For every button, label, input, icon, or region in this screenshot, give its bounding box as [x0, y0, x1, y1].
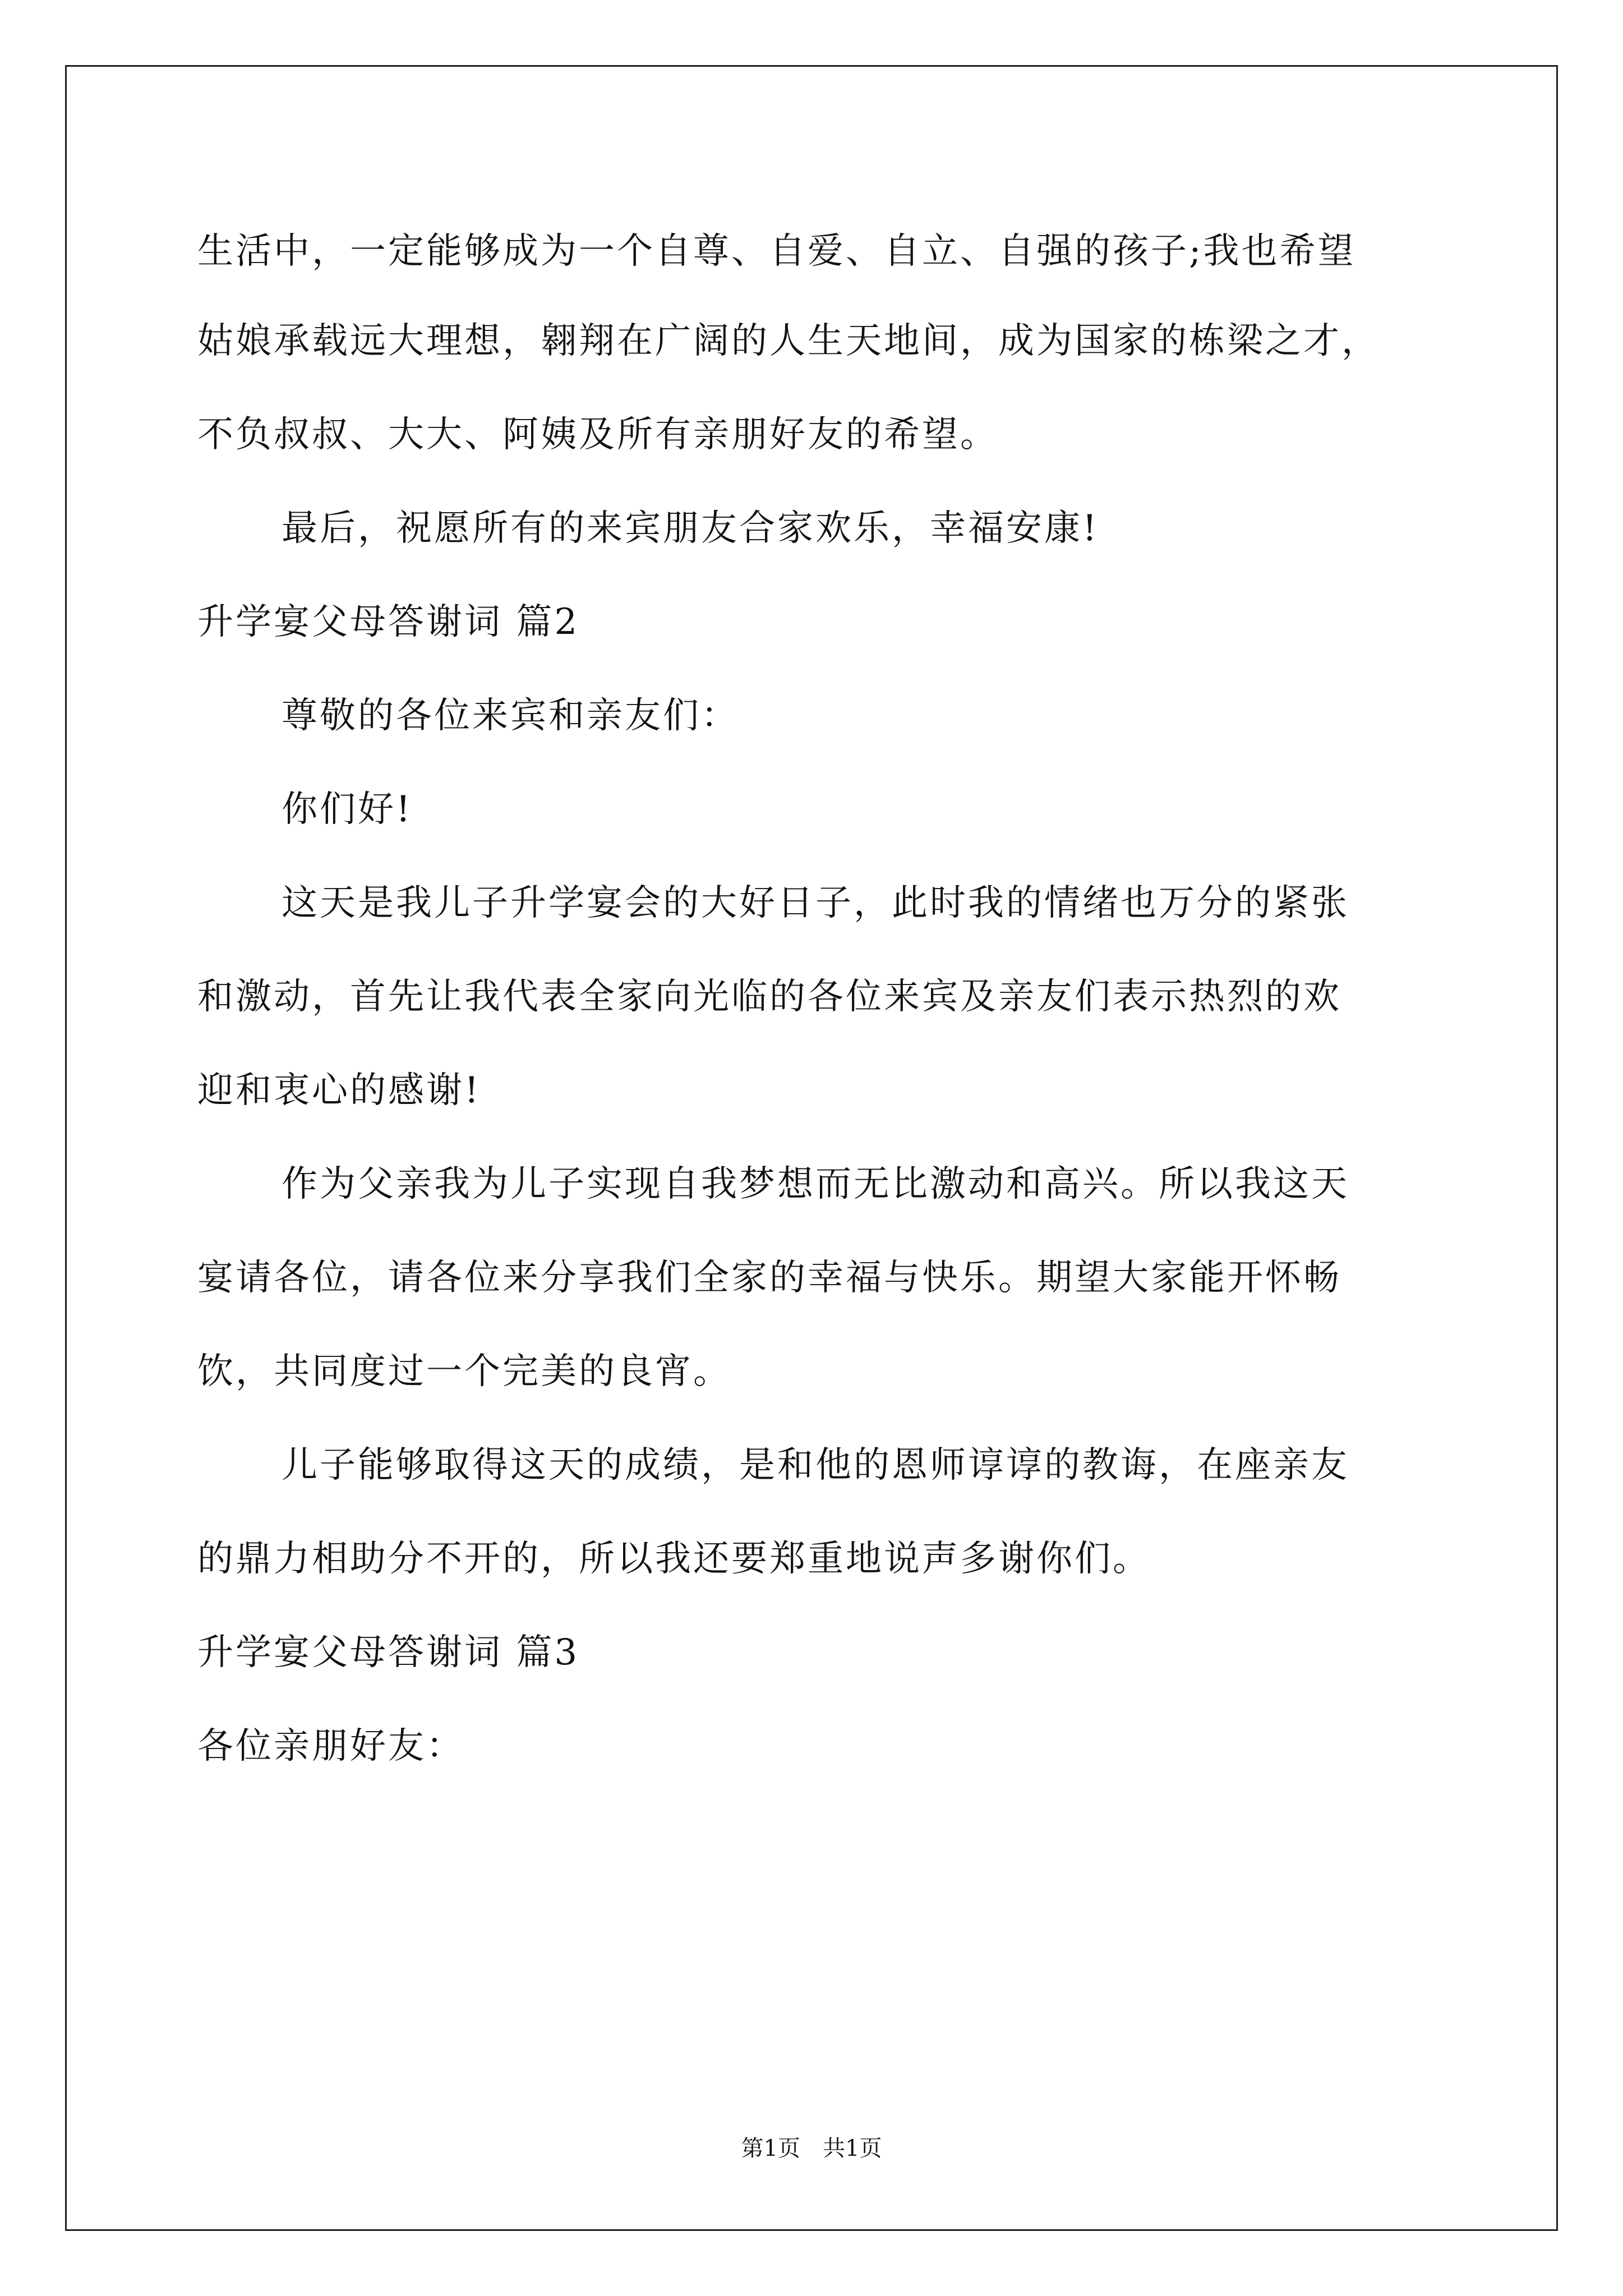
page-footer: 第1页 共1页 [741, 2136, 882, 2161]
paragraph-line: 不负叔叔、大大、阿姨及所有亲朋好友的希望。 [197, 414, 998, 455]
paragraph-line: 姑娘承载远大理想，翱翔在广阔的人生天地间，成为国家的栋梁之才， [197, 320, 1380, 362]
paragraph-line: 生活中，一定能够成为一个自尊、自爱、自立、自强的孩子;我也希望 [197, 231, 1356, 272]
paragraph-line: 这天是我儿子升学宴会的大好日子，此时我的情绪也万分的紧张 [282, 882, 1349, 924]
paragraph-line: 的鼎力相助分不开的，所以我还要郑重地说声多谢你们。 [197, 1538, 1151, 1580]
paragraph-line: 宴请各位，请各位来分享我们全家的幸福与快乐。期望大家能开怀畅 [197, 1257, 1341, 1299]
salutation: 尊敬的各位来宾和亲友们： [282, 695, 739, 737]
section-heading: 升学宴父母答谢词 篇3 [197, 1632, 580, 1673]
paragraph-line: 作为父亲我为儿子实现自我梦想而无比激动和高兴。所以我这天 [282, 1163, 1349, 1205]
salutation: 各位亲朋好友： [197, 1726, 464, 1767]
paragraph-line: 饮，共同度过一个完美的良宵。 [197, 1351, 731, 1392]
paragraph-line: 最后，祝愿所有的来宾朋友合家欢乐，幸福安康! [282, 508, 1099, 549]
paragraph-line: 迎和衷心的感谢! [197, 1070, 481, 1111]
greeting: 你们好! [282, 789, 413, 830]
section-heading: 升学宴父母答谢词 篇2 [197, 601, 580, 643]
paragraph-line: 儿子能够取得这天的成绩，是和他的恩师谆谆的教诲，在座亲友 [282, 1444, 1349, 1486]
paragraph-line: 和激动，首先让我代表全家向光临的各位来宾及亲友们表示热烈的欢 [197, 976, 1341, 1018]
page-border [65, 65, 1558, 2231]
